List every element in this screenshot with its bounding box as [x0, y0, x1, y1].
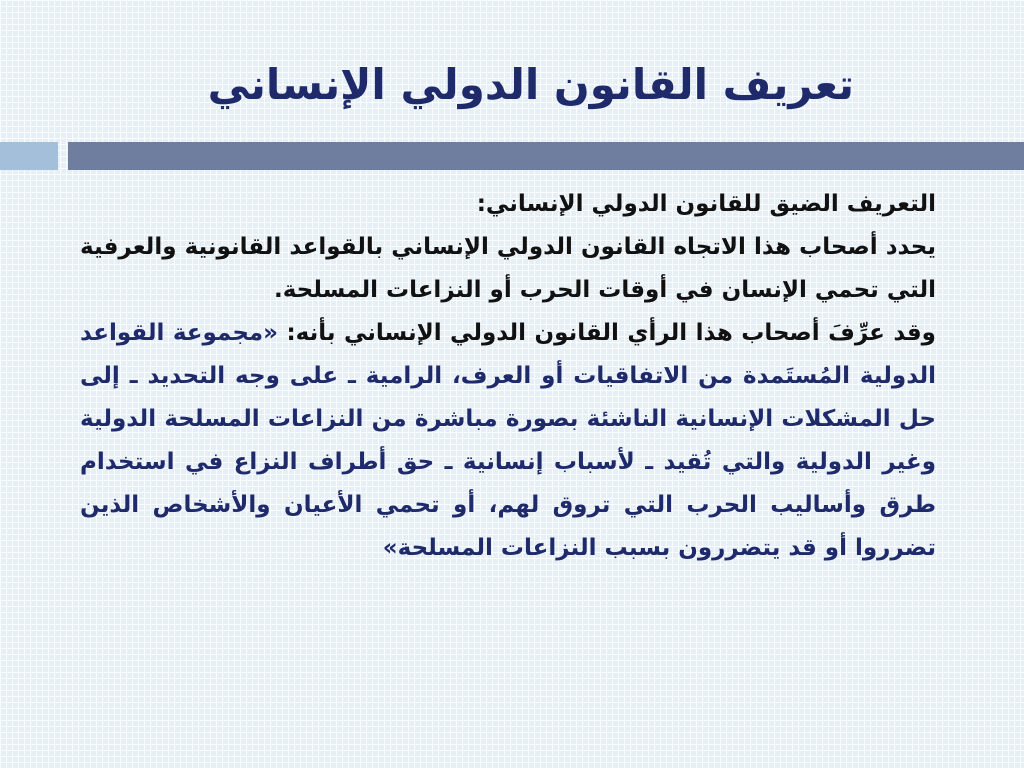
title-divider-bar [68, 142, 1024, 170]
paragraph-definition: يحدد أصحاب هذا الاتجاه القانون الدولي الإنساني بالقواعد القانونية والعرفية التي تحمي الإنسان في أوقات الحرب أو النزاعات المسلحة. [80, 234, 936, 303]
title-divider-accent [0, 142, 58, 170]
paragraph-intro [80, 312, 936, 570]
section-heading: التعريف الضيق للقانون الدولي الإنساني: [476, 191, 936, 217]
intro-text: وقد عرِّفَ أصحاب هذا الرأي القانون الدولي الإنساني بأنه: [286, 320, 936, 346]
slide-title: تعريف القانون الدولي الإنساني [207, 60, 854, 109]
slide-body [80, 183, 936, 570]
definition-quote: «مجموعة القواعد الدولية المُستَمدة من الاتفاقيات أو العرف، الرامية ـ على وجه التحديد ـ إلى حل المشكلات الإنسانية الناشئة بصورة مباشرة من النزاعات المسلحة الدولية وغير الدولية والتي تُقيد ـ لأسباب إنسانية ـ حق أطراف النزاع في استخدام طرق وأساليب الحرب التي تروق لهم، أو تحمي الأعيان والأشخاص الذين تضرروا أو قد يتضررون بسبب النزاعات المسلحة» [80, 320, 936, 561]
